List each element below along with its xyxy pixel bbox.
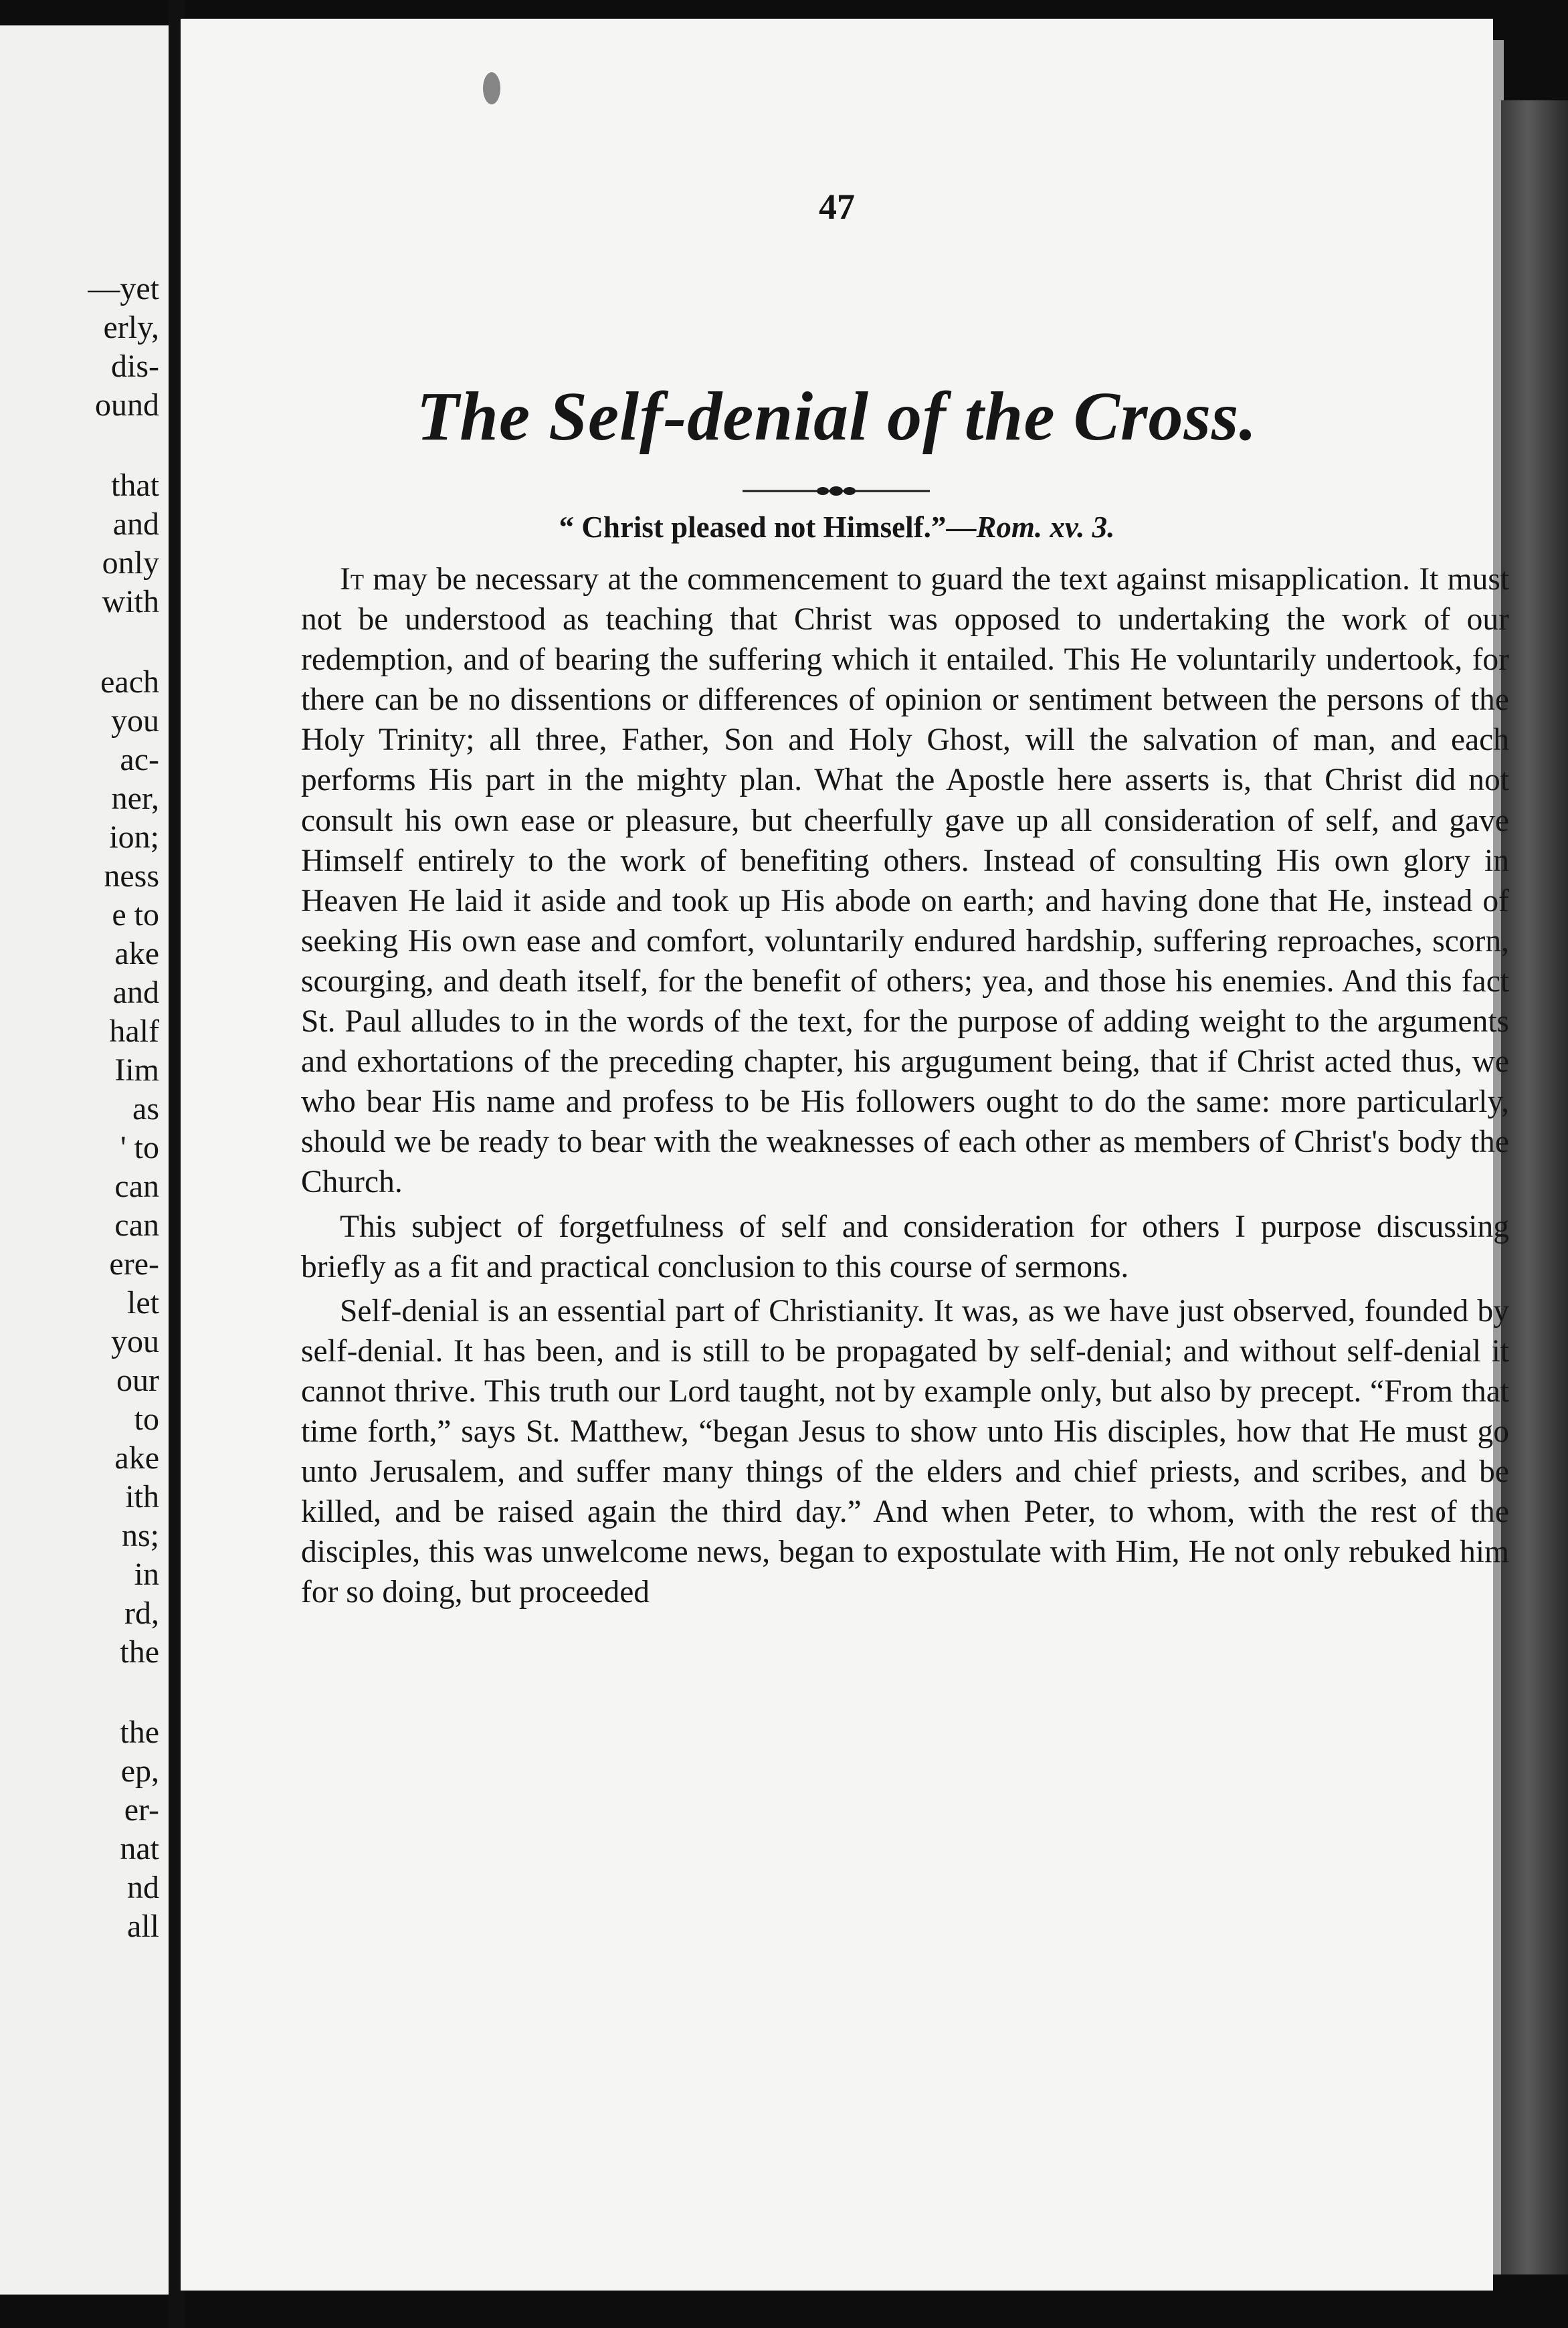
title-ornament <box>743 484 930 498</box>
facing-page-line: each <box>100 664 159 700</box>
facing-page-line: to <box>134 1401 159 1437</box>
facing-page-line: and <box>112 975 159 1010</box>
facing-page-line: ner, <box>111 781 159 816</box>
facing-page-fragment <box>0 25 169 2295</box>
facing-page-line: with <box>102 584 159 619</box>
facing-page-line: ake <box>114 936 159 971</box>
facing-page-line: that <box>111 468 159 503</box>
facing-page-line: —yet <box>88 271 159 306</box>
book-page <box>181 19 1509 2291</box>
facing-page-line: and <box>112 506 159 542</box>
facing-page-line: rd, <box>124 1595 159 1631</box>
paragraph-text: This subject of forgetfulness of self and consideration for others I purpose discussing briefly as a fit and practical conclusion to this course of sermons. <box>301 1209 1509 1284</box>
facing-page-line: our <box>116 1363 159 1398</box>
facing-page-line: ep, <box>120 1753 159 1789</box>
facing-page-line: nat <box>120 1831 159 1866</box>
facing-page-line: ake <box>114 1440 159 1476</box>
sermon-title: The Self-denial of the Cross. <box>416 378 1258 455</box>
facing-page-line: ion; <box>109 819 159 855</box>
facing-page-line: ith <box>125 1479 159 1515</box>
page-number: 47 <box>819 187 855 227</box>
facing-page-line: dis- <box>111 349 159 384</box>
facing-page-line: half <box>109 1013 159 1049</box>
facing-page-line: ound <box>95 387 159 423</box>
facing-page-line: the <box>120 1715 159 1750</box>
facing-page-line: e to <box>112 897 159 933</box>
paragraph-lead: It <box>340 562 364 597</box>
paragraph <box>301 1291 1509 1613</box>
epigraph <box>181 510 1493 545</box>
paragraph-text: may be necessary at the commencement to guard the text against misapplication. It must not be understood as teaching that Christ was opposed to undertaking the work of our redemption, and of bearing the suffering which it entailed. This He voluntarily undertook, for there can be no dissentions or differences of opinion or sentiment between the persons of the Holy Trinity; all three, Father, Son and Holy Ghost, will the salvation of man, and each performs His part in the mighty plan. What the Apostle here asserts is, that Christ did not consult his own ease or pleasure, but cheerfully gave up all consideration of self, and gave Himself entirely to the work of benefiting others. Instead of consulting His own glory in Heaven He laid it aside and took up His abode on earth; and having done that He, instead of seeking His own ease and comfort, voluntarily endured hardship, suffering reproaches, scorn, scourging, and death itself, for the benefit of others; yea, and those his enemies. And this fact St. Paul alludes to in the words of the text, for the purpose of adding weight to the arguments and exhortations of the preceding chapter, his argugument being, that if Christ acted thus, we who bear His name and profess to be His followers ought to do the same: more particularly, should we be ready to bear with the weaknesses of each other as members of Christ's body the Church. <box>301 562 1509 1200</box>
facing-page-line: only <box>102 545 159 581</box>
facing-page-line: nd <box>127 1870 159 1905</box>
facing-page-line: can <box>114 1169 159 1204</box>
paragraph <box>301 559 1509 1203</box>
facing-page-line: in <box>134 1557 159 1592</box>
epigraph-reference: Rom. xv. 3. <box>976 510 1115 544</box>
facing-page-line: ' to <box>120 1130 159 1165</box>
facing-page-line: as <box>132 1091 159 1127</box>
paragraph-text: Self-denial is an essential part of Christianity. It was, as we have just observed, founded by self-denial. It has been, and is still to be propagated by self-denial; and without self-denial it cannot thrive. This truth our Lord taught, not by example only, but also by precept. “From that time forth,” says St. Matthew, “began Jesus to show unto His disciples, how that He must go unto Jerusalem, and suffer many things of the elders and chief priests, and scribes, and be killed, and be raised again the third day.” And when Peter, to whom, with the rest of the disciples, this was unwelcome news, began to expostulate with Him, He not only rebuked him for so doing, but proceeded <box>301 1293 1509 1610</box>
ink-blot <box>483 72 500 104</box>
epigraph-quote: “ Christ pleased not Himself.”— <box>559 510 977 544</box>
facing-page-line: er- <box>124 1792 159 1828</box>
facing-page-line: ac- <box>120 742 159 777</box>
facing-page-line: Iim <box>114 1052 159 1088</box>
facing-page-line: all <box>127 1909 159 1944</box>
facing-page-line: erly, <box>103 310 159 345</box>
facing-page-line: you <box>111 1324 159 1359</box>
facing-page-line: can <box>114 1207 159 1243</box>
facing-page-line: you <box>111 703 159 739</box>
facing-page-line: the <box>120 1634 159 1670</box>
facing-page-line: ness <box>104 858 159 894</box>
facing-page-line: ns; <box>121 1518 159 1553</box>
paragraph <box>301 1207 1509 1287</box>
facing-page-line: let <box>127 1285 159 1321</box>
facing-page-line: ere- <box>109 1246 159 1282</box>
page-edge-shadow <box>1501 100 1568 2274</box>
sermon-body <box>301 559 1509 1612</box>
